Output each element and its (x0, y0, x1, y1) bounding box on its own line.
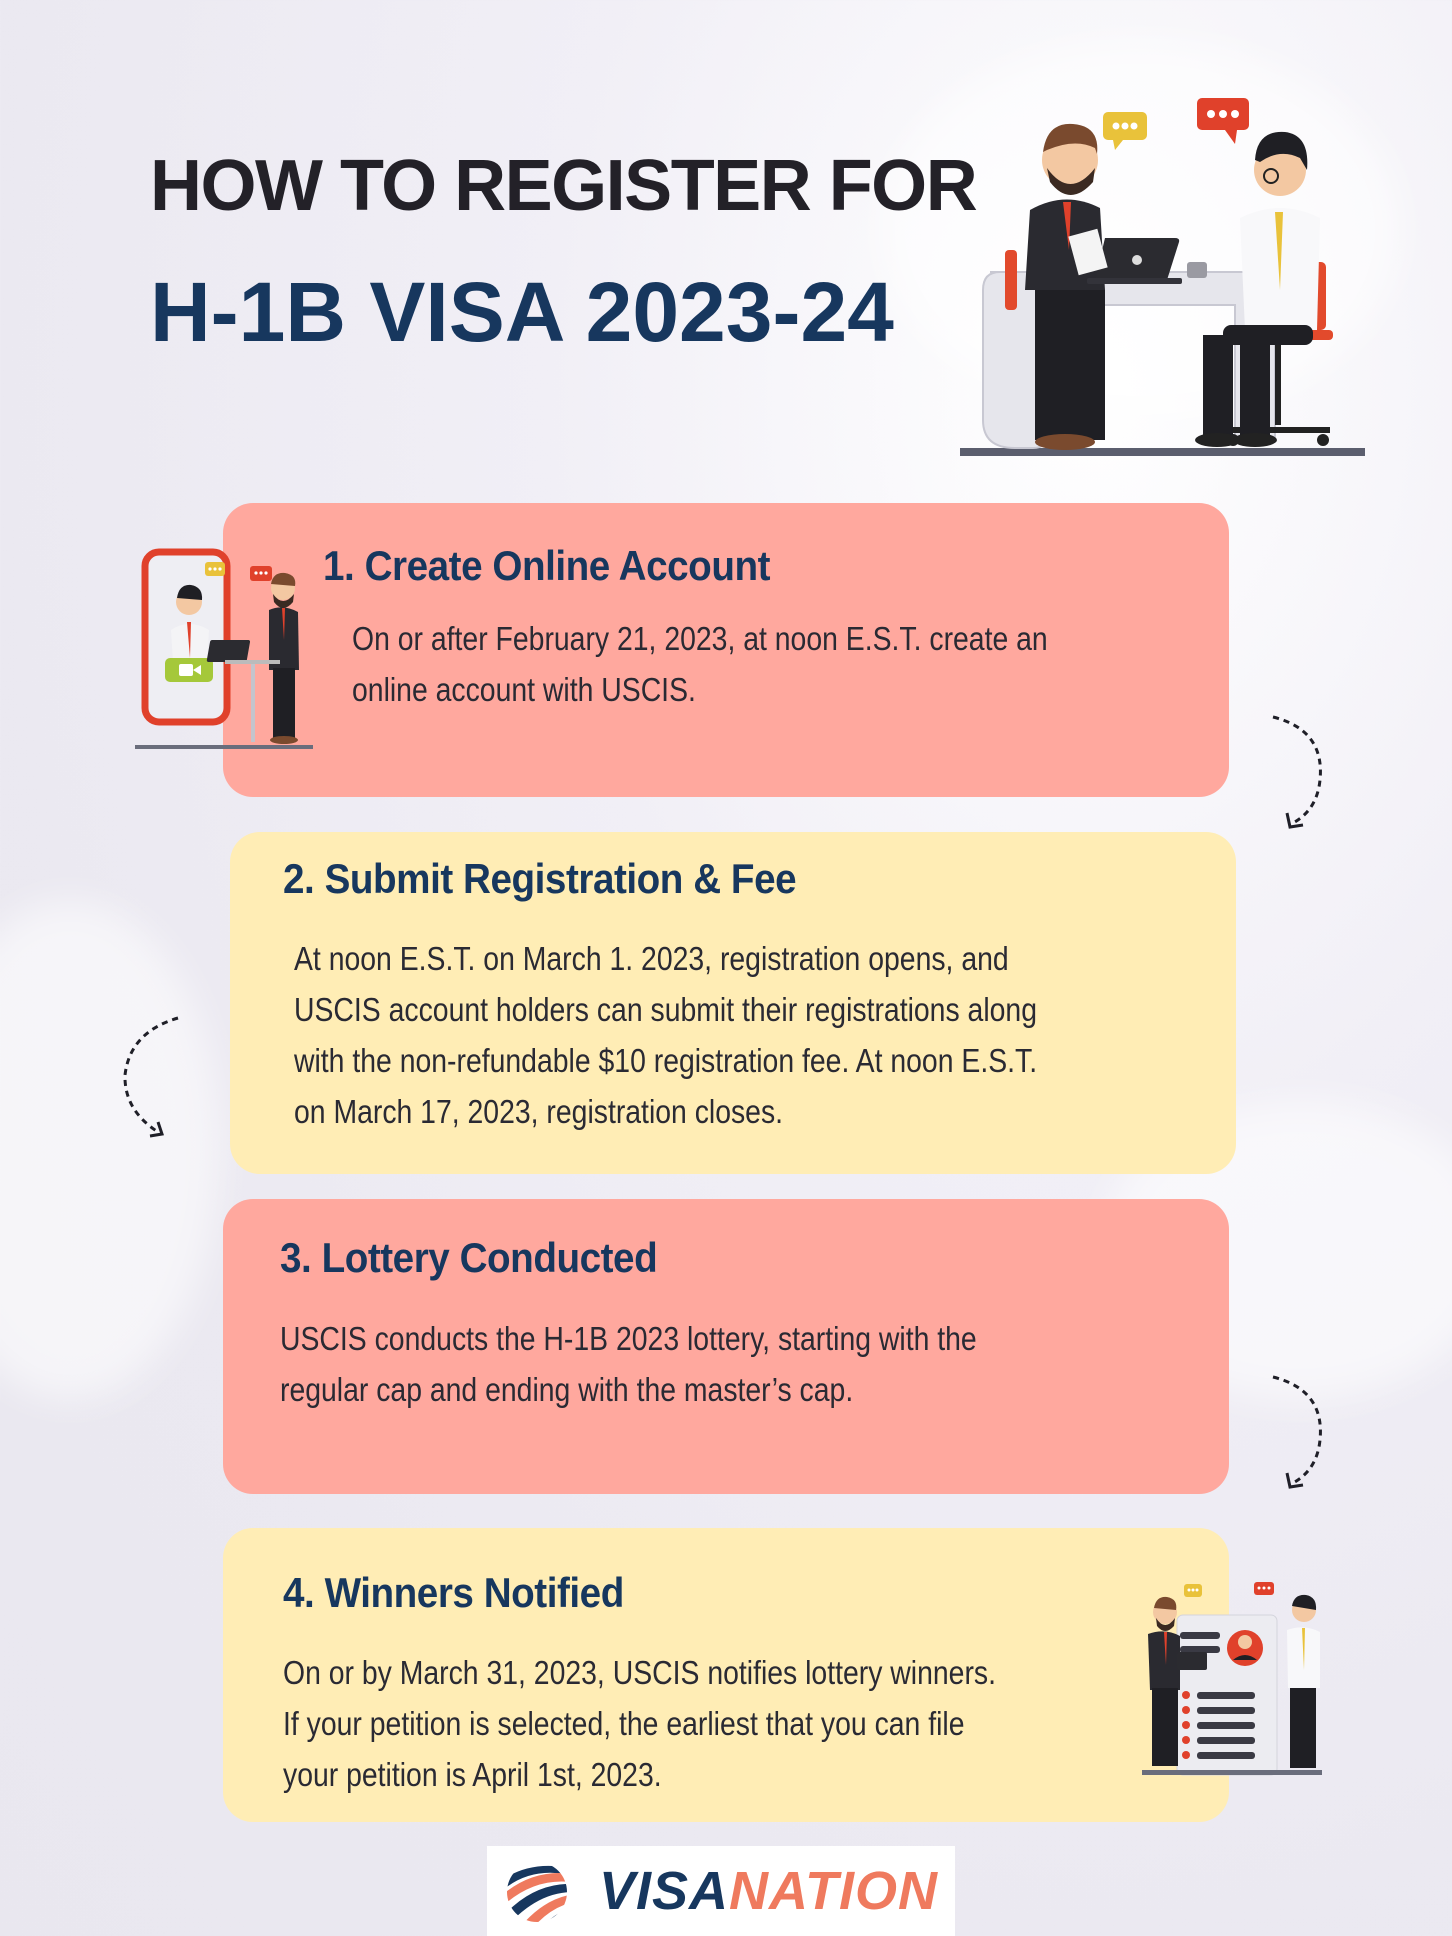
profile-avatar-icon (1227, 1630, 1263, 1666)
step-1-line: On or after February 21, 2023, at noon E.S.T. create an (352, 620, 1048, 657)
step-2-line: At noon E.S.T. on March 1. 2023, registration opens, and (294, 940, 1009, 977)
step-1-description (352, 613, 1048, 715)
step-card-3 (223, 1199, 1229, 1494)
globe-logo-icon (499, 1860, 577, 1924)
yellow-speech-bubble-icon (1184, 1584, 1202, 1597)
red-speech-bubble-icon (250, 566, 272, 581)
step-card-4 (223, 1528, 1229, 1822)
step-3-description (280, 1313, 977, 1415)
step-2-title: 2. Submit Registration & Fee (283, 855, 797, 902)
headline-line-2: H-1B VISA 2023-24 (150, 265, 894, 359)
step-3-line: regular cap and ending with the master’s cap. (280, 1371, 854, 1408)
dashed-curved-arrow-icon (1265, 1365, 1335, 1500)
yellow-speech-bubble-icon (1103, 112, 1147, 150)
logo-visa-text: VISA (599, 1861, 730, 1921)
step-4-line: your petition is April 1st, 2023. (283, 1756, 662, 1793)
step-card-2 (230, 832, 1236, 1174)
step-card-1 (223, 503, 1229, 797)
dashed-curved-arrow-icon (1265, 705, 1335, 840)
step-2-description (294, 933, 1037, 1137)
logo-nation-text: NATION (729, 1861, 939, 1921)
headline-line-1: HOW TO REGISTER FOR (150, 146, 977, 226)
step-1-title: 1. Create Online Account (323, 542, 771, 589)
step-4-description (283, 1647, 996, 1800)
step-2-line: USCIS account holders can submit their registrations along (294, 991, 1037, 1028)
visanation-logo (487, 1846, 955, 1936)
meeting-illustration (955, 90, 1375, 465)
step-2-line: on March 17, 2023, registration closes. (294, 1093, 784, 1130)
step-3-title: 3. Lottery Conducted (280, 1234, 658, 1281)
video-call-illustration (133, 540, 318, 755)
video-camera-icon (165, 658, 213, 682)
red-speech-bubble-icon (1254, 1582, 1274, 1595)
dashed-curved-arrow-icon (110, 1010, 190, 1145)
step-1-line: online account with USCIS. (352, 671, 696, 708)
background-brush (0, 900, 220, 1400)
logo-wordmark (599, 1861, 939, 1921)
yellow-speech-bubble-icon (205, 562, 225, 576)
step-4-title: 4. Winners Notified (283, 1569, 624, 1616)
winners-notified-illustration (1132, 1570, 1332, 1785)
step-2-line: with the non-refundable $10 registration fee. At noon E.S.T. (294, 1042, 1038, 1079)
red-speech-bubble-icon (1197, 98, 1249, 144)
step-4-line: On or by March 31, 2023, USCIS notifies lottery winners. (283, 1654, 996, 1691)
step-3-line: USCIS conducts the H-1B 2023 lottery, starting with the (280, 1320, 977, 1357)
step-4-line: If your petition is selected, the earliest that you can file (283, 1705, 965, 1742)
